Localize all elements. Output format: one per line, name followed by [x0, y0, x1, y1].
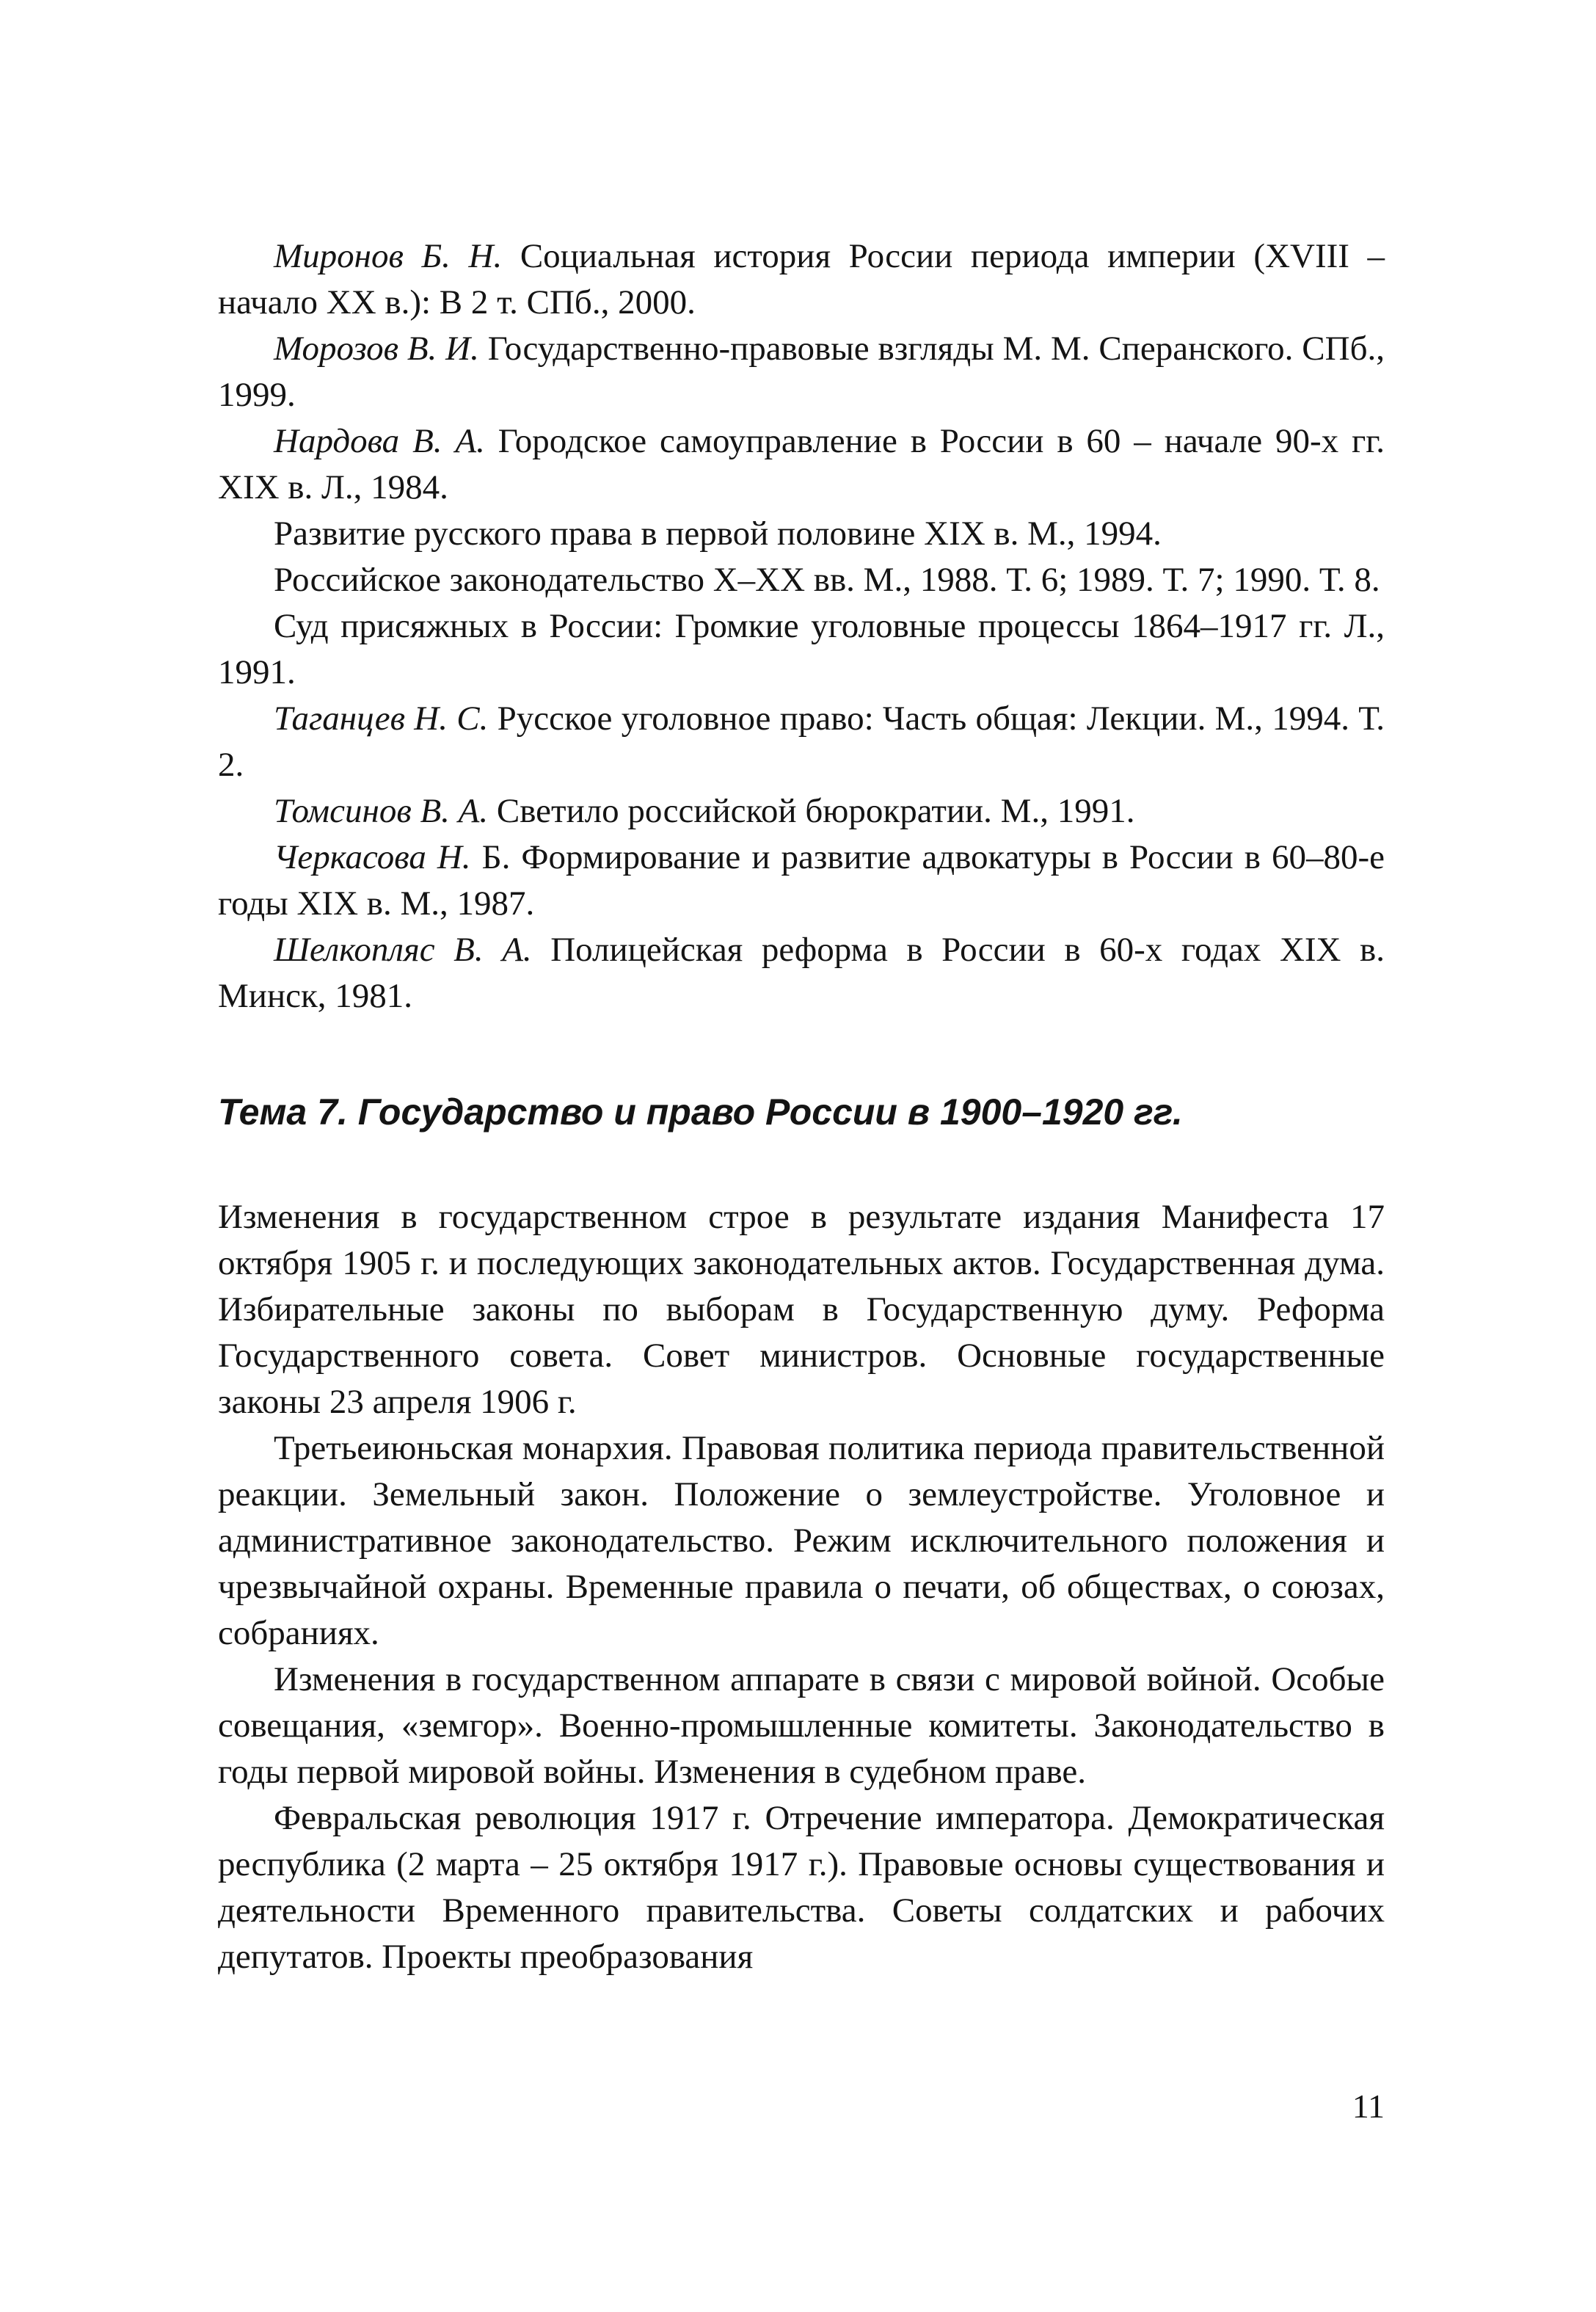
entry-text: Городское самоуправление в России в 60 – начале 90-х гг. XIX в. Л., 1984.: [218, 422, 1385, 506]
entry-author: Морозов В. И.: [274, 330, 488, 368]
bibliography-entry: [218, 927, 1385, 1019]
entry-text: Российское законодательство X–XX вв. М., 1988. Т. 6; 1989. Т. 7; 1990. Т. 8.: [274, 561, 1380, 599]
entry-author: Миронов Б. Н.: [274, 237, 520, 275]
paragraph: Февральская революция 1917 г. Отречение императора. Демократическая республика (2 марта – 25 октября 1917 г.). Правовые основы существования и деятельности Временного правительства. Советы солдатских и рабочих депутатов. Проекты преобразования: [218, 1799, 1385, 1976]
entry-author: Таганцев Н. С.: [274, 699, 498, 738]
paragraph: Изменения в государственном строе в результате издания Манифеста 17 октября 1905 г. и последующих законодательных актов. Государственная дума. Избирательные законы по выборам в Государственную думу. Реформа Государственного совета. Совет министров. Основные государственные законы 23 апреля 1906 г.: [218, 1198, 1385, 1421]
bibliography-entry: [218, 418, 1385, 511]
entry-text: Светило российской бюрократии. М., 1991.: [496, 792, 1135, 830]
bibliography-entry: [218, 603, 1385, 696]
bibliography-entry: [218, 233, 1385, 326]
section-heading: Тема 7. Государство и право России в 1900–1920 гг.: [218, 1091, 1183, 1133]
entry-author: Томсинов В. А.: [274, 792, 497, 830]
paragraph: Третьеиюньская монархия. Правовая политика периода правительственной реакции. Земельный закон. Положение о землеустройстве. Уголовное и административное законодательство. Режим исключительного положения и чрезвычайной охраны. Временные правила о печати, об обществах, о союзах, собраниях.: [218, 1429, 1385, 1652]
page-number: 11: [1352, 2087, 1385, 2125]
entry-text: Социальная история России периода империи (XVIII – начало XX в.): В 2 т. СПб., 2000.: [218, 237, 1385, 321]
text-block: [218, 233, 1385, 1980]
entry-text: Русское уголовное право: Часть общая: Лекции. М., 1994. Т. 2.: [218, 699, 1385, 784]
paragraph: Изменения в государственном аппарате в связи с мировой войной. Особые совещания, «земгор». Военно-промышленные комитеты. Законодательство в годы первой мировой войны. Изменения в судебном праве.: [218, 1660, 1385, 1791]
entry-text: Государственно-правовые взгляды М. М. Сперанского. СПб., 1999.: [218, 330, 1385, 414]
entry-text: Б. Формирование и развитие адвокатуры в России в 60–80-е годы XIX в. М., 1987.: [218, 838, 1385, 923]
bibliography-entry: [218, 696, 1385, 788]
bibliography-entry: [218, 835, 1385, 927]
entry-author: Шелкопляс В. А.: [274, 931, 551, 969]
entry-author: Нардова В. А.: [274, 422, 498, 460]
bibliography-entry: [218, 557, 1385, 603]
entry-text: Суд присяжных в России: Громкие уголовные процессы 1864–1917 гг. Л., 1991.: [218, 607, 1385, 691]
bibliography-entry: [218, 788, 1385, 835]
entry-text: Полицейская реформа в России в 60-х годах XIX в. Минск, 1981.: [218, 931, 1385, 1015]
entry-author: Черкасова Н.: [274, 838, 482, 876]
bibliography-entry: [218, 511, 1385, 557]
entry-text: Развитие русского права в первой половине XIX в. М., 1994.: [274, 515, 1162, 553]
bibliography-entry: [218, 326, 1385, 418]
